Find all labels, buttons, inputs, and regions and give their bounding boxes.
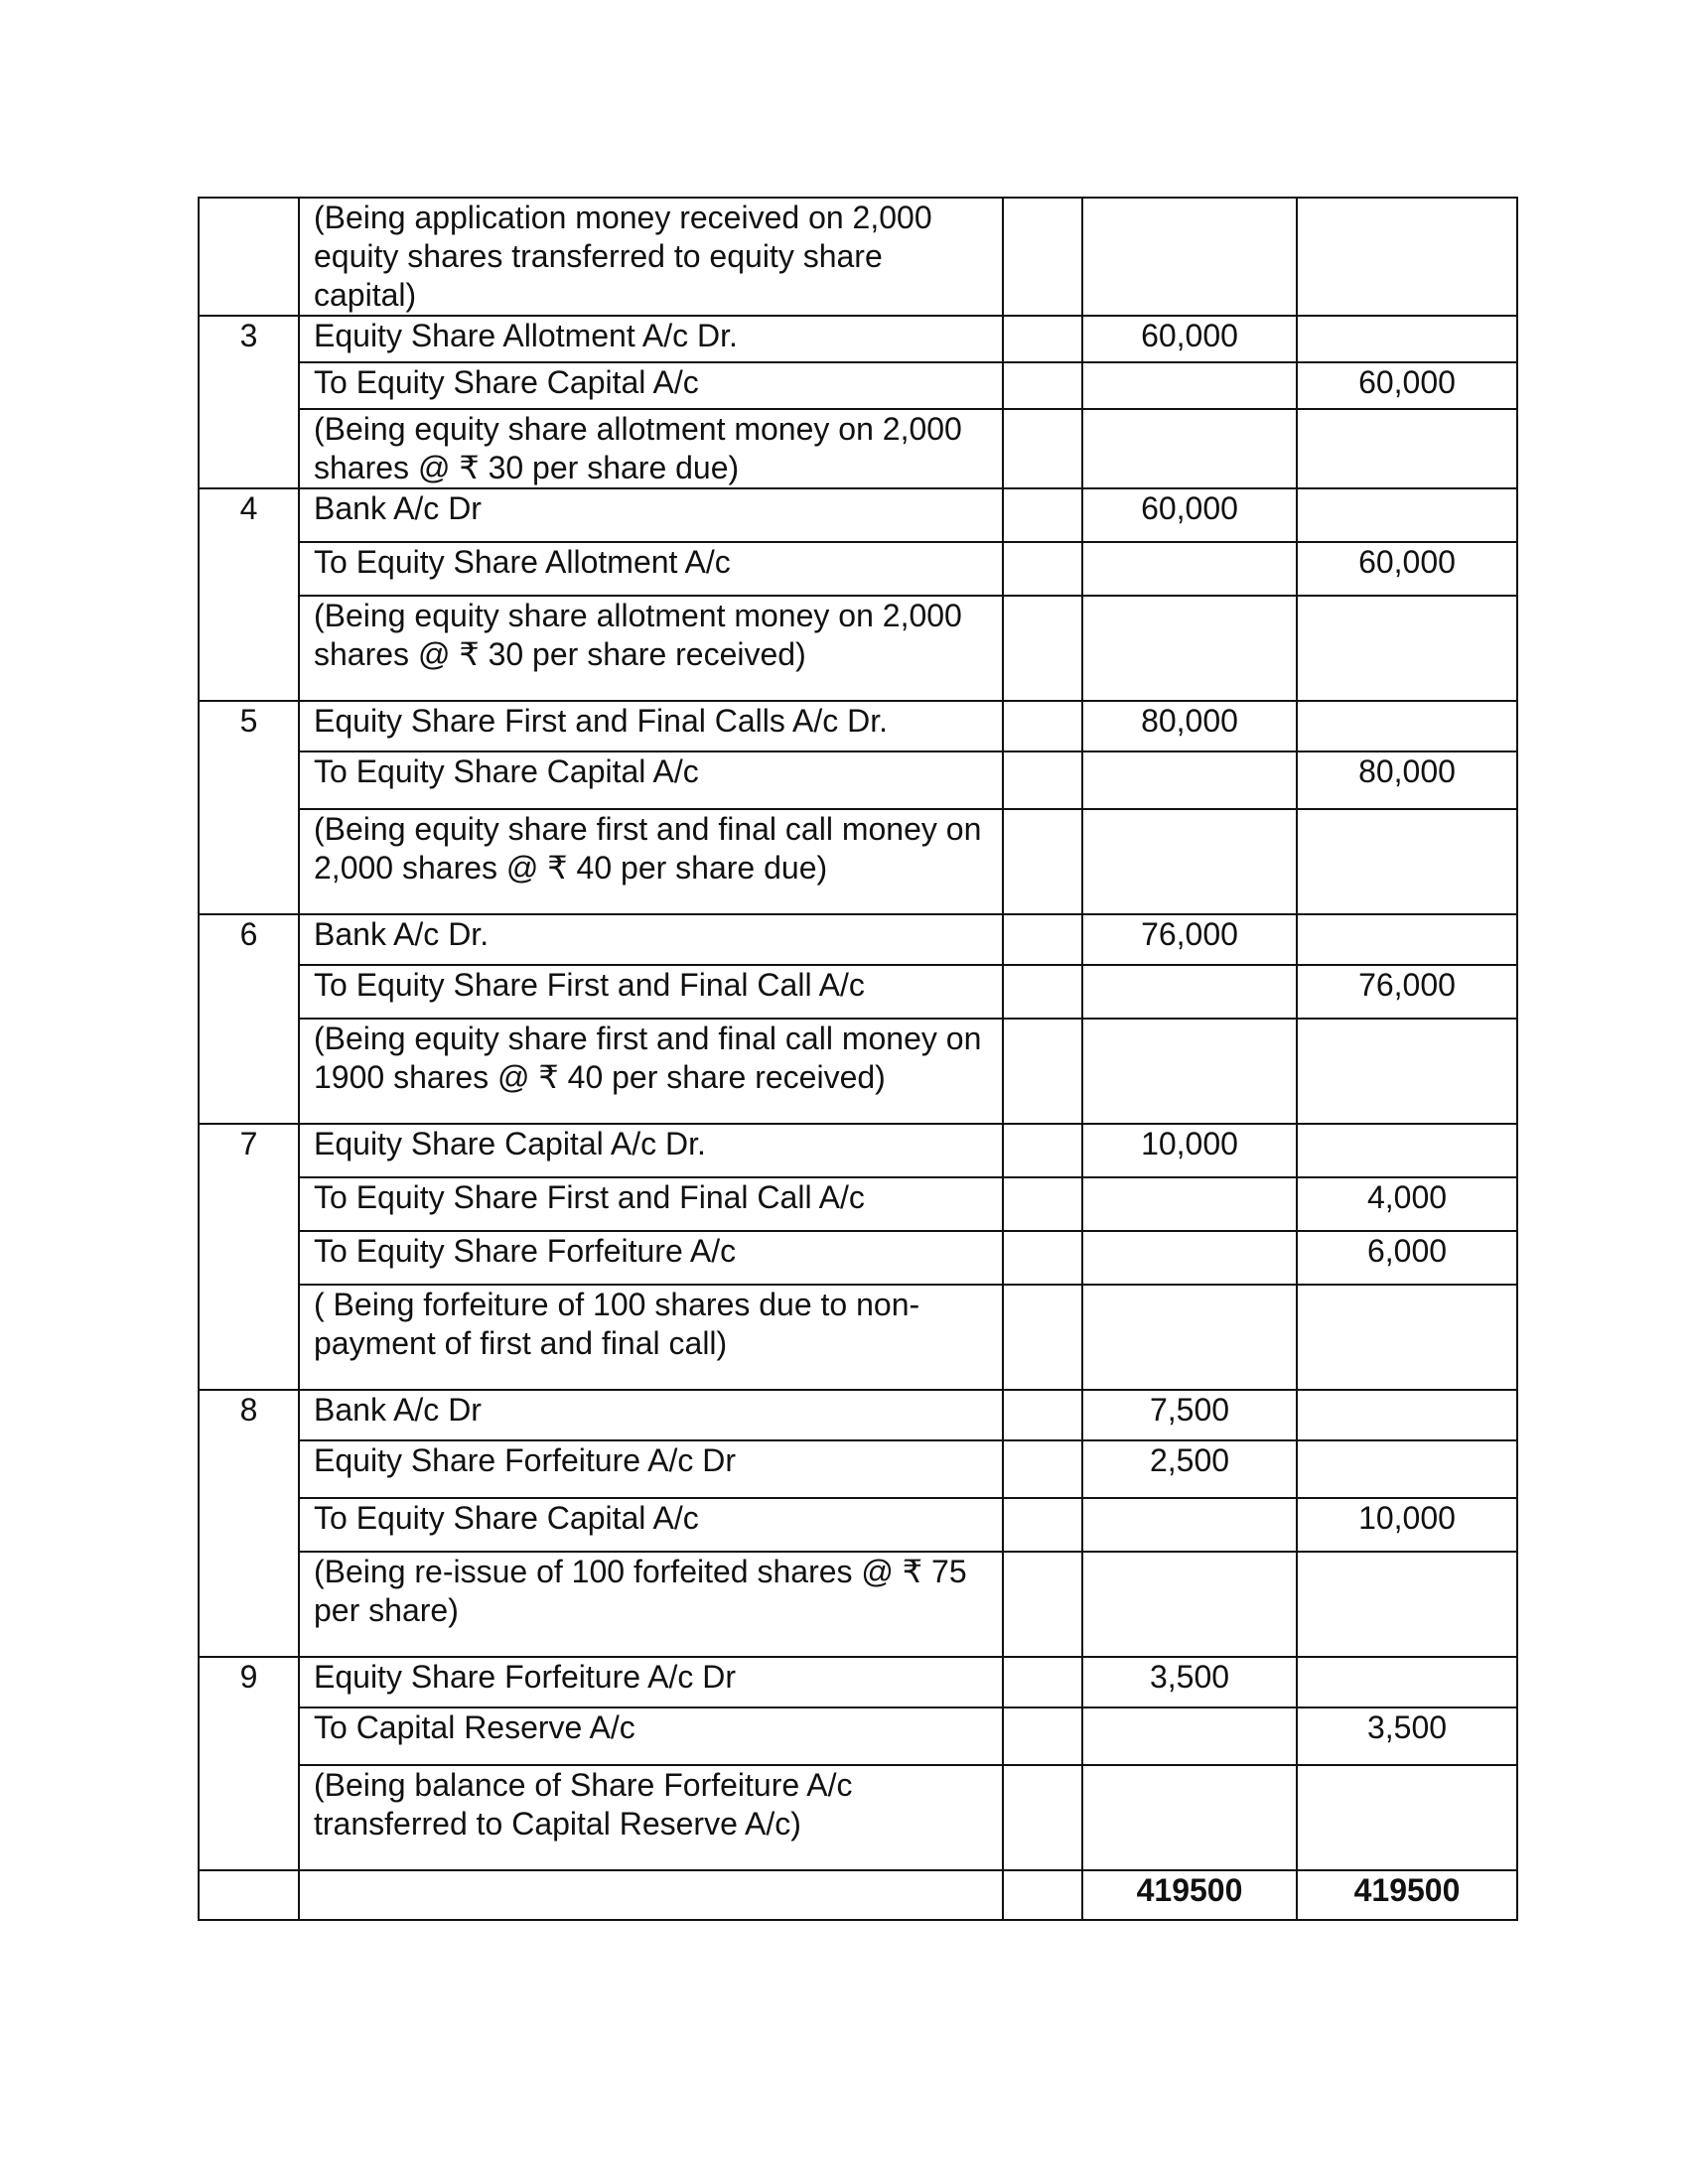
particulars-cell: To Equity Share First and Final Call A/c [299,965,1003,1019]
journal-row [199,965,1517,1019]
credit-amount [1297,701,1517,751]
debit-amount [1082,542,1297,596]
entry-number: 3 [199,316,299,488]
credit-amount [1297,198,1517,316]
totals-lf-cell [1003,1870,1082,1920]
debit-amount: 2,500 [1082,1440,1297,1498]
journal-row [199,1285,1517,1390]
credit-amount: 10,000 [1297,1498,1517,1552]
credit-amount [1297,1285,1517,1390]
journal-row [199,1231,1517,1285]
credit-amount [1297,409,1517,488]
credit-amount [1297,1552,1517,1657]
credit-amount: 4,000 [1297,1177,1517,1231]
debit-amount [1082,1707,1297,1765]
debit-amount [1082,751,1297,809]
particulars-cell: ( Being forfeiture of 100 shares due to non-payment of first and final call) [299,1285,1003,1390]
total-debit: 419500 [1082,1870,1297,1920]
journal-row [199,1657,1517,1707]
particulars-cell: (Being equity share first and final call money on 1900 shares @ ₹ 40 per share received) [299,1019,1003,1124]
debit-amount: 60,000 [1082,316,1297,362]
journal-row [199,1177,1517,1231]
debit-amount [1082,965,1297,1019]
entry-number: 4 [199,488,299,701]
ledger-folio-cell [1003,1231,1082,1285]
ledger-folio-cell [1003,751,1082,809]
journal-row [199,809,1517,914]
particulars-cell: Bank A/c Dr [299,488,1003,542]
particulars-cell: To Equity Share Capital A/c [299,751,1003,809]
journal-body [199,198,1517,1920]
ledger-folio-cell [1003,409,1082,488]
debit-amount: 10,000 [1082,1124,1297,1177]
credit-amount: 60,000 [1297,542,1517,596]
debit-amount [1082,1177,1297,1231]
credit-amount [1297,596,1517,701]
journal-row [199,1124,1517,1177]
journal-row [199,1552,1517,1657]
journal-row [199,362,1517,409]
ledger-folio-cell [1003,542,1082,596]
particulars-cell: To Equity Share Capital A/c [299,1498,1003,1552]
debit-amount [1082,1019,1297,1124]
debit-amount [1082,1498,1297,1552]
journal-row [199,542,1517,596]
particulars-cell: Equity Share Forfeiture A/c Dr [299,1657,1003,1707]
debit-amount [1082,1285,1297,1390]
journal-row [199,316,1517,362]
ledger-folio-cell [1003,965,1082,1019]
journal-row [199,1440,1517,1498]
totals-date-cell [199,1870,299,1920]
credit-amount: 6,000 [1297,1231,1517,1285]
particulars-cell: (Being equity share allotment money on 2,000 shares @ ₹ 30 per share due) [299,409,1003,488]
particulars-cell: Bank A/c Dr. [299,914,1003,965]
debit-amount [1082,1765,1297,1870]
credit-amount [1297,1124,1517,1177]
ledger-folio-cell [1003,809,1082,914]
particulars-cell: To Equity Share Capital A/c [299,362,1003,409]
credit-amount [1297,488,1517,542]
journal-row [199,1765,1517,1870]
journal-row [199,701,1517,751]
entry-number: 8 [199,1390,299,1657]
debit-amount: 3,500 [1082,1657,1297,1707]
particulars-cell: Bank A/c Dr [299,1390,1003,1440]
journal-row [199,596,1517,701]
particulars-cell: (Being equity share allotment money on 2,000 shares @ ₹ 30 per share received) [299,596,1003,701]
journal-row [199,488,1517,542]
credit-amount [1297,1390,1517,1440]
debit-amount: 60,000 [1082,488,1297,542]
journal-table [198,197,1518,1921]
totals-row [199,1870,1517,1920]
ledger-folio-cell [1003,1552,1082,1657]
journal-row [199,914,1517,965]
particulars-cell: To Equity Share Allotment A/c [299,542,1003,596]
debit-amount [1082,198,1297,316]
credit-amount [1297,1019,1517,1124]
entry-number: 6 [199,914,299,1124]
ledger-folio-cell [1003,316,1082,362]
ledger-folio-cell [1003,1707,1082,1765]
credit-amount [1297,1657,1517,1707]
credit-amount [1297,809,1517,914]
credit-amount [1297,316,1517,362]
totals-particulars-cell [299,1870,1003,1920]
particulars-cell: Equity Share First and Final Calls A/c Dr. [299,701,1003,751]
debit-amount: 7,500 [1082,1390,1297,1440]
particulars-cell: To Equity Share Forfeiture A/c [299,1231,1003,1285]
ledger-folio-cell [1003,1498,1082,1552]
particulars-cell: Equity Share Forfeiture A/c Dr [299,1440,1003,1498]
journal-row [199,409,1517,488]
journal-row [199,751,1517,809]
ledger-folio-cell [1003,362,1082,409]
ledger-folio-cell [1003,1765,1082,1870]
entry-number: 9 [199,1657,299,1870]
particulars-cell: (Being balance of Share Forfeiture A/c transferred to Capital Reserve A/c) [299,1765,1003,1870]
ledger-folio-cell [1003,1440,1082,1498]
journal-row [199,1498,1517,1552]
debit-amount [1082,1552,1297,1657]
journal-row [199,198,1517,316]
particulars-cell: Equity Share Allotment A/c Dr. [299,316,1003,362]
ledger-folio-cell [1003,1657,1082,1707]
debit-amount: 76,000 [1082,914,1297,965]
ledger-folio-cell [1003,1285,1082,1390]
debit-amount [1082,362,1297,409]
credit-amount: 80,000 [1297,751,1517,809]
credit-amount [1297,914,1517,965]
entry-number [199,198,299,316]
credit-amount [1297,1440,1517,1498]
debit-amount: 80,000 [1082,701,1297,751]
ledger-folio-cell [1003,1124,1082,1177]
ledger-folio-cell [1003,1390,1082,1440]
journal-row [199,1390,1517,1440]
credit-amount: 76,000 [1297,965,1517,1019]
particulars-cell: To Capital Reserve A/c [299,1707,1003,1765]
debit-amount [1082,809,1297,914]
entry-number: 7 [199,1124,299,1390]
credit-amount: 60,000 [1297,362,1517,409]
particulars-cell: (Being application money received on 2,000 equity shares transferred to equity share capital) [299,198,1003,316]
debit-amount [1082,1231,1297,1285]
credit-amount: 3,500 [1297,1707,1517,1765]
ledger-folio-cell [1003,914,1082,965]
particulars-cell: (Being re-issue of 100 forfeited shares @ ₹ 75 per share) [299,1552,1003,1657]
debit-amount [1082,596,1297,701]
particulars-cell: Equity Share Capital A/c Dr. [299,1124,1003,1177]
ledger-folio-cell [1003,701,1082,751]
particulars-cell: To Equity Share First and Final Call A/c [299,1177,1003,1231]
ledger-folio-cell [1003,1019,1082,1124]
ledger-folio-cell [1003,596,1082,701]
credit-amount [1297,1765,1517,1870]
particulars-cell: (Being equity share first and final call money on 2,000 shares @ ₹ 40 per share due) [299,809,1003,914]
entry-number: 5 [199,701,299,914]
total-credit: 419500 [1297,1870,1517,1920]
ledger-folio-cell [1003,1177,1082,1231]
ledger-folio-cell [1003,198,1082,316]
debit-amount [1082,409,1297,488]
journal-row [199,1707,1517,1765]
ledger-folio-cell [1003,488,1082,542]
journal-row [199,1019,1517,1124]
